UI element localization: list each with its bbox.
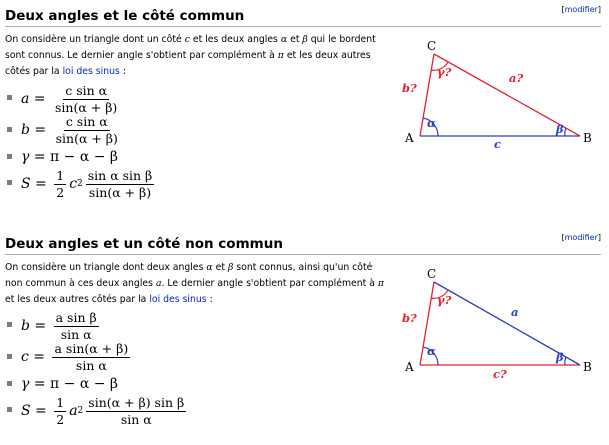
- exponent: 2: [77, 406, 84, 416]
- vertex-b-label: B: [583, 131, 592, 145]
- numerator: c sin α: [65, 82, 108, 98]
- formula-lhs: b: [21, 318, 30, 334]
- bullet-icon: [7, 180, 12, 185]
- text: :: [206, 294, 213, 305]
- text: . Le dernier angle s'obtient par complément à: [161, 278, 378, 289]
- bullet-icon: [7, 381, 12, 386]
- fraction: [54, 169, 66, 200]
- section-title: Deux angles et le côté commun: [5, 8, 245, 24]
- side-a-label: a?: [509, 71, 524, 85]
- text: et: [212, 262, 228, 273]
- angle-alpha-label: α: [427, 344, 436, 358]
- text: :: [119, 66, 126, 77]
- exponent: 2: [77, 179, 83, 189]
- section-paragraph: [5, 260, 390, 308]
- denominator: sin(α + β): [55, 99, 118, 115]
- denominator: sin α: [60, 326, 92, 342]
- formula-rhs: π − α − β: [50, 149, 119, 165]
- side-c-label: c?: [493, 367, 507, 381]
- text: On considère un triangle dont deux angles: [5, 262, 207, 273]
- text: et les deux autres côtés par la: [5, 50, 371, 77]
- numerator: 1: [56, 167, 65, 183]
- bullet-icon: [7, 127, 12, 132]
- math-var: π: [377, 278, 384, 289]
- angle-beta-arc: [565, 128, 566, 136]
- law-of-sines-link[interactable]: loi des sinus: [149, 294, 207, 305]
- math-var: β: [227, 262, 234, 273]
- formula-lhs: γ: [21, 376, 30, 392]
- math-var: α: [280, 34, 288, 45]
- bullet-icon: [7, 354, 12, 359]
- side-c-label: c: [494, 137, 502, 151]
- edit-link[interactable]: [modifier]: [561, 5, 601, 14]
- numerator: a sin β: [55, 309, 97, 325]
- formula-lhs: S: [21, 403, 31, 419]
- section-paragraph: [5, 32, 390, 80]
- math-var: a: [155, 278, 162, 289]
- bullet-icon: [7, 322, 12, 327]
- vertex-b-label: B: [583, 360, 592, 374]
- section-title: Deux angles et un côté non commun: [5, 236, 283, 252]
- text: qui le bordent sont connus. Le dernier angle s'obtient par complément à: [5, 34, 376, 61]
- fraction: [54, 396, 66, 427]
- formula-lhs: S: [21, 176, 31, 192]
- angle-beta-label: β: [556, 350, 564, 364]
- bullet-icon: [7, 154, 12, 159]
- fraction: [54, 311, 99, 342]
- law-of-sines-link[interactable]: loi des sinus: [62, 66, 120, 77]
- formula-item: [7, 341, 267, 373]
- formula-list: [7, 84, 267, 200]
- formula: b = $\frac{\text{a sin β}}{\text{sin α}}$: [21, 309, 97, 342]
- edit-link[interactable]: [modifier]: [561, 233, 601, 242]
- vertex-c-label: C: [427, 267, 437, 281]
- text: et: [287, 34, 303, 45]
- side-b-label: b?: [402, 81, 417, 95]
- denominator: 2: [56, 411, 65, 427]
- numerator: a sin(α + β): [54, 340, 129, 356]
- text: et les deux angles: [189, 34, 281, 45]
- fraction: [54, 115, 120, 146]
- angle-beta-label: β: [556, 122, 564, 136]
- formula-item: [7, 373, 267, 395]
- formula-var: a: [69, 403, 78, 419]
- formula-item: [7, 146, 267, 168]
- vertex-a-label: A: [405, 131, 414, 145]
- side-a-label: a: [511, 305, 519, 319]
- triangle-diagram: [390, 262, 605, 387]
- formula-item: [7, 168, 267, 200]
- formula: c = $\frac{\text{a sin(α + β)}}{\text{sin α}}$: [21, 340, 129, 373]
- math-var: β: [302, 34, 308, 45]
- fraction: [53, 84, 119, 115]
- angle-gamma-label: γ?: [437, 65, 452, 79]
- fraction: [86, 396, 186, 427]
- formula-lhs: γ: [21, 149, 30, 165]
- edit-link-label[interactable]: modifier: [564, 5, 598, 14]
- angle-beta-arc: [565, 357, 566, 365]
- vertex-a-label: A: [405, 360, 414, 374]
- formula-rhs: π − α − β: [50, 376, 119, 392]
- formula-item: [7, 311, 267, 341]
- formula: γ = π − α − β: [21, 149, 119, 165]
- angle-gamma-label: γ?: [437, 293, 452, 307]
- numerator: c sin α: [65, 113, 108, 129]
- vertex-c-label: C: [427, 39, 437, 53]
- section-header: [5, 4, 601, 27]
- formula-var: c: [69, 176, 78, 192]
- formula-lhs: b: [21, 122, 30, 138]
- denominator: sin α: [120, 411, 152, 427]
- denominator: 2: [56, 184, 65, 200]
- bullet-icon: [7, 95, 12, 100]
- triangle-diagram: [390, 30, 605, 155]
- section-header: [5, 232, 601, 255]
- side-b-label: b?: [402, 311, 417, 325]
- text: et les deux autres côtés par la: [5, 294, 150, 305]
- formula-list: [7, 311, 267, 427]
- math-var: c: [184, 34, 190, 45]
- formula: S = $\frac{1}{2}$ c 2 $\frac{\text{sin α sin β}}{\sin(\alpha + \beta)}$: [21, 167, 153, 200]
- math-var: α: [206, 262, 213, 273]
- numerator: sin α sin β: [87, 167, 153, 183]
- bullet-icon: [7, 407, 12, 412]
- numerator: sin(α + β) sin β: [88, 394, 185, 410]
- angle-alpha-label: α: [427, 116, 436, 130]
- formula-item: [7, 395, 267, 427]
- math-var: π: [277, 50, 284, 61]
- denominator: sin α: [75, 357, 107, 373]
- formula: b = $\frac{\text{c sin α}}{\sin(\alpha + \beta)}$: [21, 113, 118, 146]
- formula-lhs: a: [21, 91, 30, 107]
- formula: a = $\frac{\text{c sin α}}{\sin(\alpha + \beta)}$: [21, 82, 118, 115]
- text: sont connus, ainsi qu'un côté non commun à ces deux angles: [5, 262, 373, 289]
- denominator: sin(α + β): [88, 184, 152, 200]
- formula: S = $\frac{1}{2}$ a 2 $\frac{\text{sin(α + β) sin β}}{\text{sin α}}$: [21, 394, 185, 427]
- edit-link-label[interactable]: modifier: [564, 233, 598, 242]
- denominator: sin(α + β): [55, 130, 118, 146]
- formula-item: [7, 114, 267, 146]
- formula-item: [7, 84, 267, 114]
- fraction: [86, 169, 155, 200]
- formula-lhs: c: [21, 349, 29, 365]
- formula: γ = π − α − β: [21, 376, 119, 392]
- text: On considère un triangle dont un côté: [5, 34, 185, 45]
- numerator: 1: [56, 394, 65, 410]
- fraction: [52, 342, 130, 373]
